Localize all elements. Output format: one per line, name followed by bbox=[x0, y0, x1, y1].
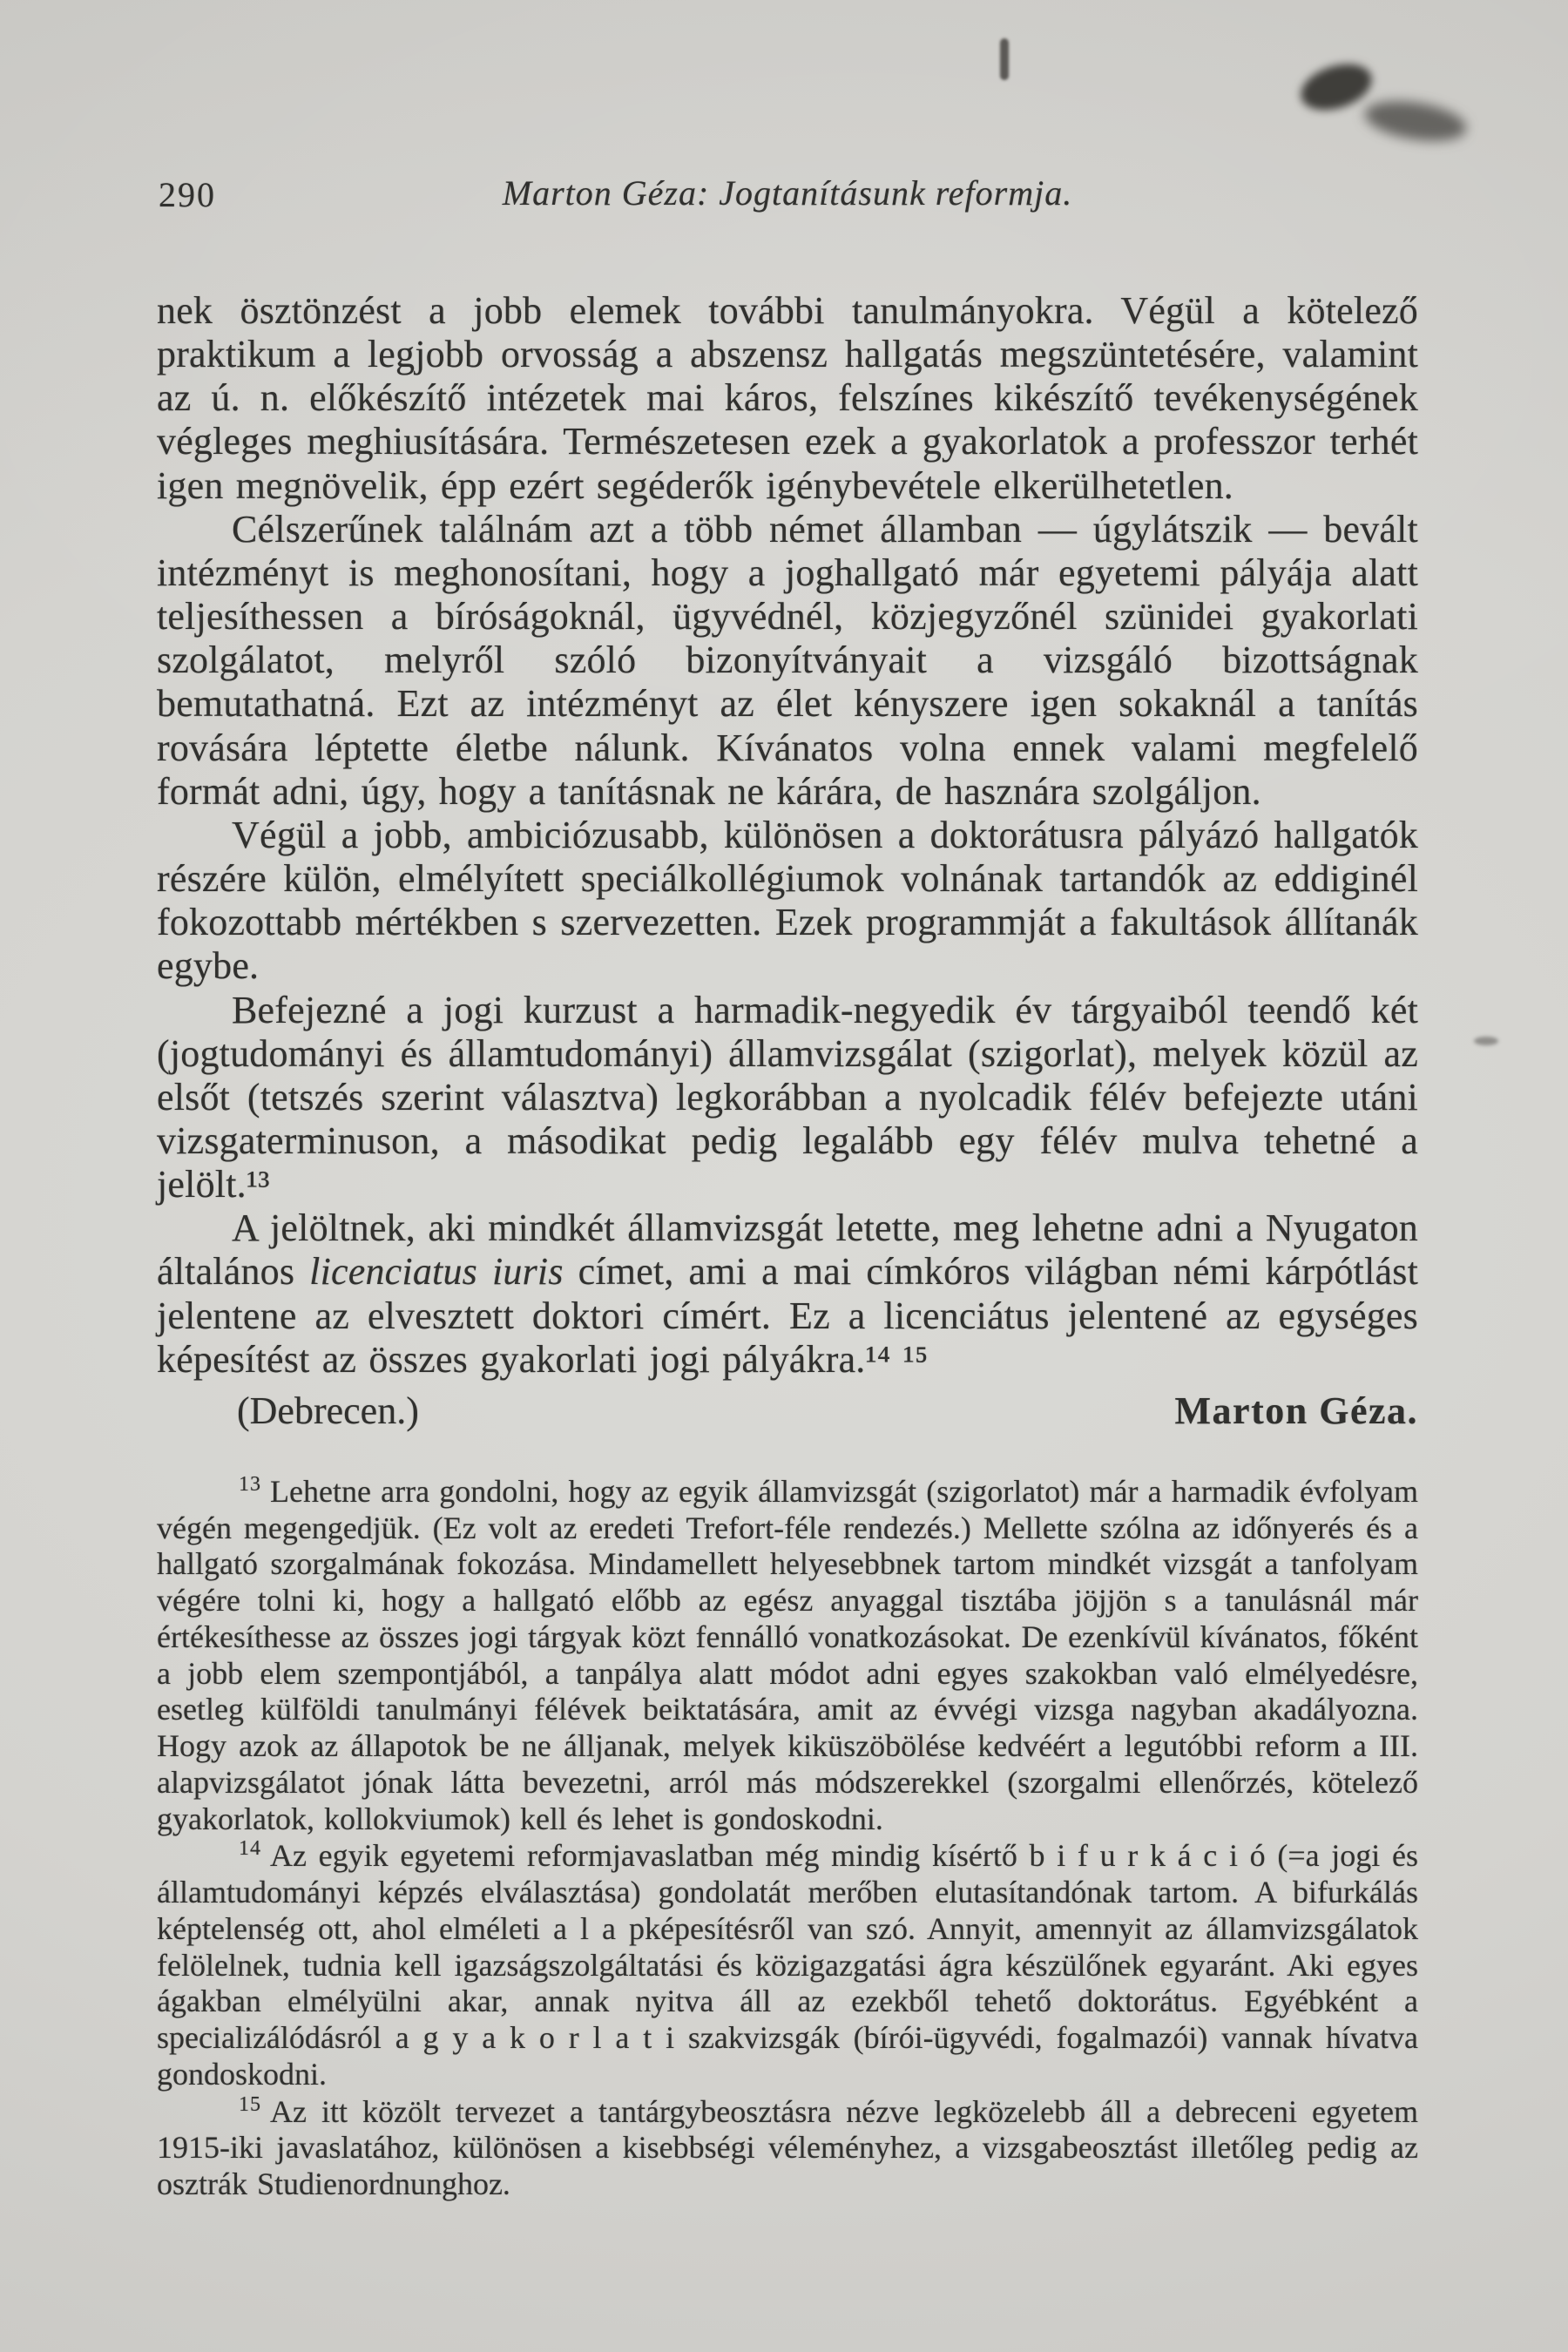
footnote bbox=[157, 1837, 1418, 2092]
article-body bbox=[157, 289, 1418, 1382]
paragraph: Végül a jobb, ambiciózusabb, különösen a doktorátusra pályázó hallgatók részére külön, elmélyített speciálkollégiumok volnának tartandók az eddiginél fokozottabb mértékben s szervezetten. Ezek programmját a fakultások állítanák egybe. bbox=[157, 813, 1418, 988]
ink-smudge-artifact bbox=[1295, 56, 1378, 118]
signature-row bbox=[157, 1389, 1418, 1433]
footnote-text: Lehetne arra gondolni, hogy az egyik államvizsgát (szigorlatot) már a harmadik évfolyam végén megengedjük. (Ez volt az eredeti Trefort-féle rendezés.) Mellette szólna az időnyerés és a hallgató szorgalmának fokozása. Mindamellett helyesebbnek tartom mindkét vizsgát a tanfolyam végére tolni ki, hogy a hallgató előbb az egész anyaggal tisztába jöjjön s a tanulásnál már értékesíthesse az összes jogi tárgyak közt fennálló vonatkozásokat. De ezenkívül kívánatos, főként a jobb elem szempontjából, a tanpálya alatt módot adni egyes szakokban való elmélyedésre, esetleg külföldi tanulmányi félévek beiktatására, amit az évvégi vizsga nagyban akadályozna. Hogy azok az állapotok be ne álljanak, melyek kiküszöbölése kedvéért a legutóbbi reform a III. alapvizsgálatot jónak látta bevezetni, arról más módszerekkel (szorgalmi ellenőrzés, kötelező gyakorlatok, kollokviumok) kell és lehet is gondoskodni. bbox=[157, 1473, 1418, 1836]
ink-mark-artifact bbox=[1474, 1037, 1498, 1045]
footnote-marker: 13 bbox=[239, 1472, 261, 1496]
running-title: Marton Géza: Jogtanításunk reformja. bbox=[502, 173, 1073, 213]
page-content bbox=[157, 172, 1418, 2203]
footnote bbox=[157, 1473, 1418, 1838]
footnote-marker: 15 bbox=[239, 2092, 261, 2116]
footnote-text: Az itt közölt tervezet a tantárgybeosztásra nézve legközelebb áll a debreceni egyetem 1915-iki javaslatához, különösen a kisebbségi véleményhez, a vizsgabeosztást illetőleg pedig az osztrák Studienordnunghoz. bbox=[157, 2093, 1418, 2202]
paragraph bbox=[157, 1206, 1418, 1382]
footnote-text: Az egyik egyetemi reformjavaslatban még mindig kísértő b i f u r k á c i ó (=a jogi és államtudományi képzés elválasztása) gondolatát merőben elutasítandónak tartom. A bifurkálás képtelenség ott, ahol elméleti a l a pképesítésről van szó. Annyit, amennyit az államvizsgálatok felölelnek, tudnia kell igazságszolgáltatási és közigazgatási ágra készülőnek egyaránt. Aki egyes ágakban elmélyülni akar, annak nyitva áll az ezekből tehető doktorátus. Egyébként a specializálódásról a g y a k o r l a t i szakvizsgák (bírói-ügyvédi, fogalmazói) vannak hívatva gondoskodni. bbox=[157, 1838, 1418, 2092]
footnote-marker: 14 bbox=[239, 1837, 261, 1861]
paragraph: Befejezné a jogi kurzust a harmadik-negyedik év tárgyaiból teendő két (jogtudományi és államtudományi) államvizsgálat (szigorlat), melyek közül az elsőt (tetszés szerint választva) legkorábban a nyolcadik félév befejezte utáni vizsgaterminuson, a másodikat pedig legalább egy félév mulva tehetné a jelölt.¹³ bbox=[157, 988, 1418, 1206]
signature-author: Marton Géza. bbox=[1174, 1389, 1418, 1432]
ink-mark-artifact bbox=[1000, 38, 1009, 80]
latin-term: licenciatus iuris bbox=[309, 1250, 564, 1294]
page-number: 290 bbox=[159, 175, 216, 214]
ink-smudge-artifact bbox=[1362, 95, 1469, 147]
paragraph: Célszerűnek találnám azt a több német államban — úgylátszik — bevált intézményt is meghonosítani, hogy a joghallgató már egyetemi pályája alatt teljesíthessen a bíróságoknál, ügyvédnél, közjegyzőnél szünidei gyakorlati szolgálatot, melyről szóló bizonyítványait a vizsgáló bizottságnak bemutathatná. Ezt az intézményt az élet kényszere igen sokaknál a tanítás rovására léptette életbe nálunk. Kívánatos volna ennek valami megfelelő formát adni, úgy, hogy a tanításnak ne kárára, de hasznára szolgáljon. bbox=[157, 507, 1418, 813]
footnotes-section bbox=[157, 1473, 1418, 2203]
footnote bbox=[157, 2093, 1418, 2203]
signature-place: (Debrecen.) bbox=[237, 1389, 419, 1432]
paragraph-text: címet, ami a mai címkóros világban némi kárpótlást jelentene az elvesztett doktori címért. Ez a licenciátus jelentené az egységes képesítést az összes gyakorlati jogi pályákra.¹⁴ ¹⁵ bbox=[157, 1250, 1418, 1381]
paragraph-text: A jelöltnek, aki mindkét államvizsgát letette, meg lehetne adni a Nyugaton általános bbox=[157, 1206, 1418, 1294]
paragraph: nek ösztönzést a jobb elemek további tanulmányokra. Végül a kötelező praktikum a legjobb orvosság a abszensz hallgatás megszüntetésére, valamint az ú. n. előkészítő intézetek mai káros, felszínes kikészítő tevékenységének végleges meghiusítására. Természetesen ezek a gyakorlatok a professzor terhét igen megnövelik, épp ezért segéderők igénybevétele elkerülhetetlen. bbox=[157, 289, 1418, 507]
running-head bbox=[157, 172, 1418, 223]
